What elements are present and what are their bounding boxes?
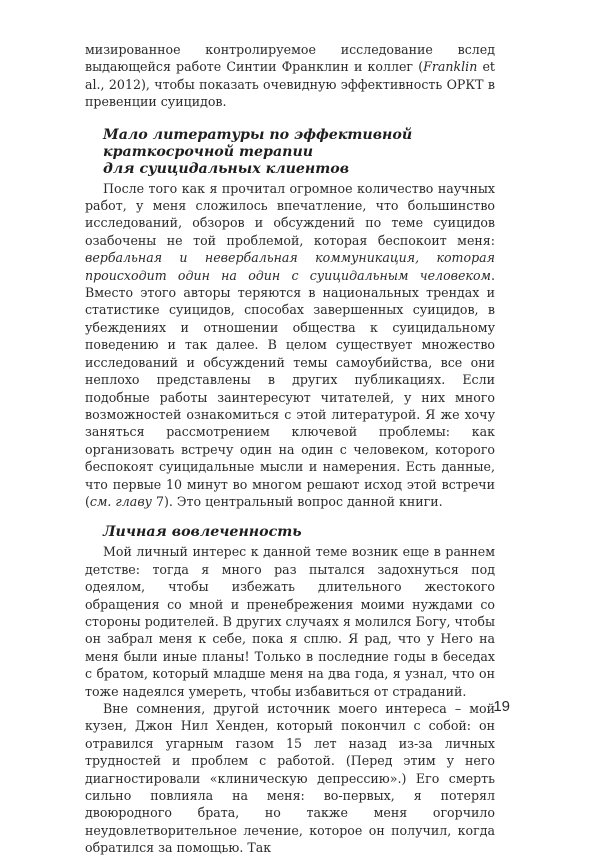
chapter-reference: см. главу [89, 493, 152, 509]
page-number: 19 [493, 698, 510, 715]
section-heading-literature: Мало литературы по эффективной краткосрочной терапии для суицидальных клиентов [103, 126, 413, 177]
emphasis-text: вербальная и невербальная коммуникация, которая происходит один на один с суицидальным человеком [85, 250, 495, 283]
citation-author: Franklin [423, 59, 478, 75]
section1-paragraph: После того как я прочитал огромное количество научных работ, у меня сложилось впечатление, что большинство исследований, обзоров и обсуждений по теме суицидов озабочены не той проблемой, которая беспокоит меня: вербальная и невербальная коммуникация, которая происходит один на один с суицидальным человеком. Вместо этого авторы теряются в национальных трендах и статистике суицидов, способах завершенных суицидов, в убеждениях и отношении общества к суицидальному поведению и так далее. В целом существует множество исследований и обсуждений темы самоубийства, все они неплохо представлены в других публикациях. Если подобные работы заинтересуют читателей, у них много возможностей ознакомиться с этой литературой. Я же хочу заняться рассмотрением ключевой проблемы: как организовать встречу один на один с человеком, которого беспокоят суицидальные мысли и намерения. Есть данные, что первые 10 минут во многом решают исход этой встречи (см. главу 7). Это центральный вопрос данной книги. [85, 180, 495, 509]
section-heading-personal: Личная вовлеченность [103, 524, 302, 541]
section2-paragraph-1: Мой личный интерес к данной теме возник еще в раннем детстве: тогда я много раз пытался задохнуться под одеялом, чтобы избежать длительного жестокого обращения со мной и пренебрежения моими нуждами со стороны родителей. В других случаях я молился Богу, чтобы он забрал меня к себе, пока я сплю. Я рад, что у Него на меня были иные планы! Только в последние годы в беседах с братом, который младше меня на два года, я узнал, что он тоже надеялся умереть, чтобы избавиться от страданий. [85, 544, 495, 699]
book-page [85, 41, 495, 857]
intro-paragraph: мизированное контролируемое исследование вслед выдающейся работе Синтии Франклин и коллег (Franklin et al., 2012), чтобы показать очевидную эффективность ОРКТ в превенции суицидов. [85, 42, 495, 110]
section2-paragraph-2: Вне сомнения, другой источник моего интереса – мой кузен, Джон Нил Хенден, который покончил с собой: он отравился угарным газом 15 лет назад из-за личных трудностей и проблем с работой. (Перед этим у него диагностировали «клиническую депрессию».) Его смерть сильно повлияла на меня: во-первых, я потерял двоюродного брата, но также меня огорчило неудовлетворительное лечение, которое он получил, когда обратился за помощью. Так [85, 701, 495, 856]
